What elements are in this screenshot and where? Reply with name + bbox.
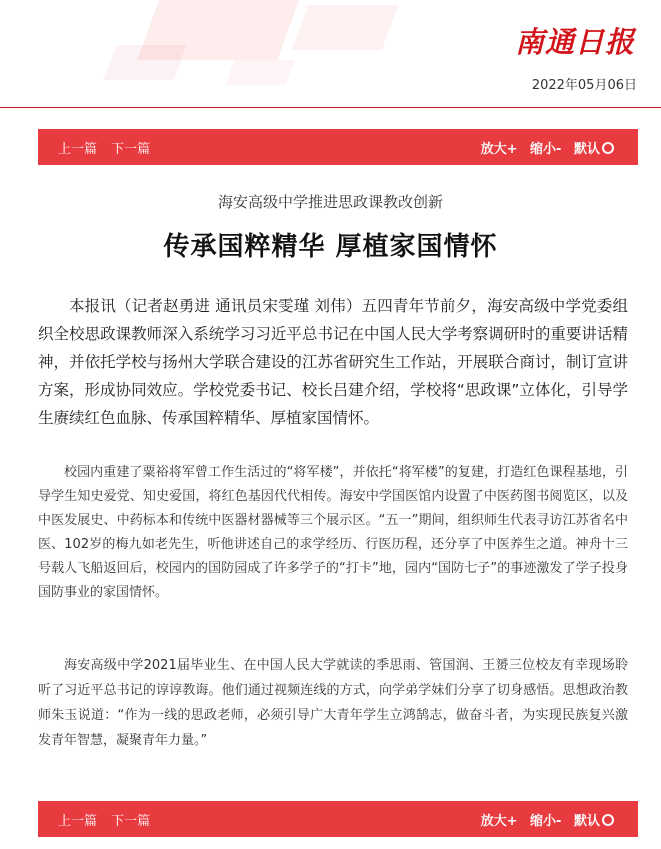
zoom-in-button[interactable]: 放大+ [480, 814, 518, 829]
article-paragraph: 校园内重建了粟裕将军曾工作生活过的“将军楼”，并依托“将军楼”的复建，打造红色课程基地，引导学生知史爱党、知史爱国，将红色基因代代相传。海安中学国医馆内设置了中医药图书阅览区，以及中医发展史、中药标本和传统中医器材器械等三个展示区。“五一”期间，组织师生代表寻访江苏省名中医、102岁的梅九如老先生，听他讲述自己的求学经历、行医历程，还分享了中医养生之道。神舟十三号载人飞船返回后，校园内的国防园成了许多学子的“打卡”地，园内“国防七子”的事迹激发了学子投身国防事业的家国情怀。 [38, 465, 628, 600]
default-size-label: 默认 [573, 142, 600, 157]
zoom-in-button[interactable]: 放大+ [480, 142, 518, 157]
circle-icon [602, 142, 614, 154]
article-nav-top [38, 129, 638, 165]
article-title: 传承国粹精华 厚植家国情怀 [163, 232, 498, 262]
issue-date: 2022年05月06日 [531, 78, 637, 93]
default-size-button[interactable] [574, 814, 614, 829]
newspaper-logo: 南通日报 [514, 25, 635, 59]
zoom-out-button[interactable]: 缩小- [530, 142, 562, 157]
default-size-label: 默认 [573, 814, 600, 829]
zoom-out-button[interactable]: 缩小- [530, 814, 562, 829]
article-subtitle: 海安高级中学推进思政课教改创新 [217, 193, 443, 211]
masthead [0, 0, 661, 108]
masthead-decoration [104, 45, 187, 80]
next-article-link[interactable]: 下一篇 [111, 142, 151, 157]
masthead-divider [0, 107, 661, 108]
circle-icon [602, 814, 614, 826]
next-article-link[interactable]: 下一篇 [111, 814, 151, 829]
article-nav-bottom [38, 801, 638, 837]
prev-article-link[interactable]: 上一篇 [58, 814, 98, 829]
default-size-button[interactable] [574, 142, 614, 157]
prev-article-link[interactable]: 上一篇 [58, 142, 98, 157]
article-paragraph: 海安高级中学2021届毕业生、在中国人民大学就读的季思雨、管国润、王赟三位校友有幸现场聆听了习近平总书记的谆谆教诲。他们通过视频连线的方式，向学弟学妹们分享了切身感悟。思想政治教师朱玉说道：“作为一线的思政老师，必须引导广大青年学生立鸿鹄志，做奋斗者，为实现民族复兴激发青年智慧，凝聚青年力量。” [38, 658, 628, 748]
masthead-decoration [292, 5, 398, 50]
masthead-decoration [225, 60, 294, 85]
article-paragraph: 本报讯（记者赵勇进 通讯员宋雯瑾 刘伟）五四青年节前夕，海安高级中学党委组织全校思政课教师深入系统学习习近平总书记在中国人民大学考察调研时的重要讲话精神，并依托学校与扬州大学联合建设的江苏省研究生工作站，开展联合商讨，制订宣讲方案，形成协同效应。学校党委书记、校长吕建介绍，学校将“思政课”立体化，引导学生赓续红色血脉、传承国粹精华、厚植家国情怀。 [38, 297, 628, 427]
